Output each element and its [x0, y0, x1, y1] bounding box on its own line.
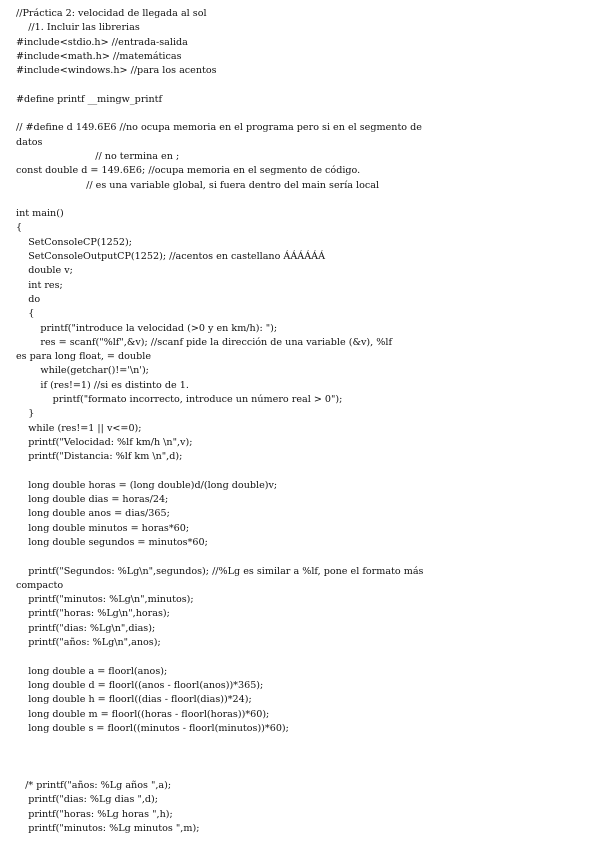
code-line: do [16, 293, 41, 305]
code-line [0, 650, 600, 664]
code-line: es para long float, = double [16, 351, 152, 363]
code-line: long double anos = dias/365; [16, 508, 170, 520]
code-line: printf("Velocidad: %lf km/h \n",v); [16, 436, 193, 448]
code-line: printf("dias: %Lg dias ",d); [16, 794, 159, 806]
code-line [0, 193, 600, 207]
code-line: SetConsoleOutputCP(1252); //acentos en castellano ÁÁÁÁÁÁ [16, 251, 326, 263]
code-line: res = scanf("%lf",&v); //scanf pide la dirección de una variable (&v), %lf [16, 336, 392, 348]
code-line: const double d = 149.6E6; //ocupa memoria en el segmento de código. [16, 165, 361, 177]
code-line: int res; [16, 279, 63, 291]
code-line: } [16, 408, 35, 420]
code-line: // es una variable global, si fuera dentro del main sería local [16, 179, 380, 191]
code-line: while(getchar()!='\n'); [16, 365, 149, 377]
code-line [0, 765, 600, 779]
code-line: // no termina en ; [16, 150, 180, 162]
code-line [0, 465, 600, 479]
code-line: printf("introduce la velocidad (>0 y en km/h): "); [16, 322, 278, 334]
code-line: #include<windows.h> //para los acentos [16, 65, 217, 77]
code-line: printf("años: %Lg\n",anos); [16, 637, 161, 649]
code-line: SetConsoleCP(1252); [16, 236, 132, 248]
code-line: /* printf("años: %Lg años ",a); [16, 780, 172, 792]
code-line: printf("horas: %Lg horas ",h); [16, 808, 173, 820]
code-line: #include<stdio.h> //entrada-salida [16, 36, 188, 48]
code-line: printf("Distancia: %lf km \n",d); [16, 451, 183, 463]
code-line: datos [16, 136, 43, 148]
code-line: //Práctica 2: velocidad de llegada al sol [16, 8, 207, 19]
code-line: long double d = floorl((anos - floorl(anos))*365); [16, 679, 264, 691]
code-line: printf("dias: %Lg\n",dias); [16, 622, 156, 634]
code-line: printf("formato incorrecto, introduce un número real > 0"); [16, 394, 343, 406]
code-line: int main() [16, 208, 64, 220]
code-line: long double a = floorl(anos); [16, 665, 168, 677]
code-line [0, 107, 600, 121]
code-line: long double horas = (long double)d/(long double)v; [16, 479, 278, 491]
code-line: while (res!=1 || v<=0); [16, 422, 142, 434]
code-line: if (res!=1) //si es distinto de 1. [16, 379, 189, 391]
code-line: long double dias = horas/24; [16, 494, 169, 506]
code-line: printf("Segundos: %Lg\n",segundos); //%Lg es similar a %lf, pone el formato más [16, 565, 424, 577]
code-line: long double minutos = horas*60; [16, 522, 190, 534]
code-line: printf("horas: %Lg\n",horas); [16, 608, 170, 620]
code-line: compacto [16, 579, 64, 591]
code-line: #define printf __mingw_printf [16, 93, 163, 105]
code-line: long double h = floorl((dias - floorl(dias))*24); [16, 694, 252, 706]
code-line: //1. Incluir las librerias [16, 22, 140, 34]
code-line: long double m = floorl((horas - floorl(horas))*60); [16, 708, 270, 720]
code-line [0, 736, 600, 750]
code-line: { [16, 222, 23, 234]
code-line [0, 750, 600, 764]
code-line: printf("minutos: %Lg\n",minutos); [16, 594, 194, 606]
code-line: #include<math.h> //matemáticas [16, 50, 182, 62]
code-line: long double s = floorl((minutos - floorl(minutos))*60); [16, 722, 289, 734]
code-line: printf("minutos: %Lg minutos ",m); [16, 822, 200, 834]
code-line [0, 78, 600, 92]
code-line [0, 550, 600, 564]
code-line: long double segundos = minutos*60; [16, 536, 208, 548]
code-line: double v; [16, 265, 73, 277]
code-line: // #define d 149.6E6 //no ocupa memoria en el programa pero si en el segmento de [16, 122, 422, 134]
code-line: { [16, 308, 35, 320]
